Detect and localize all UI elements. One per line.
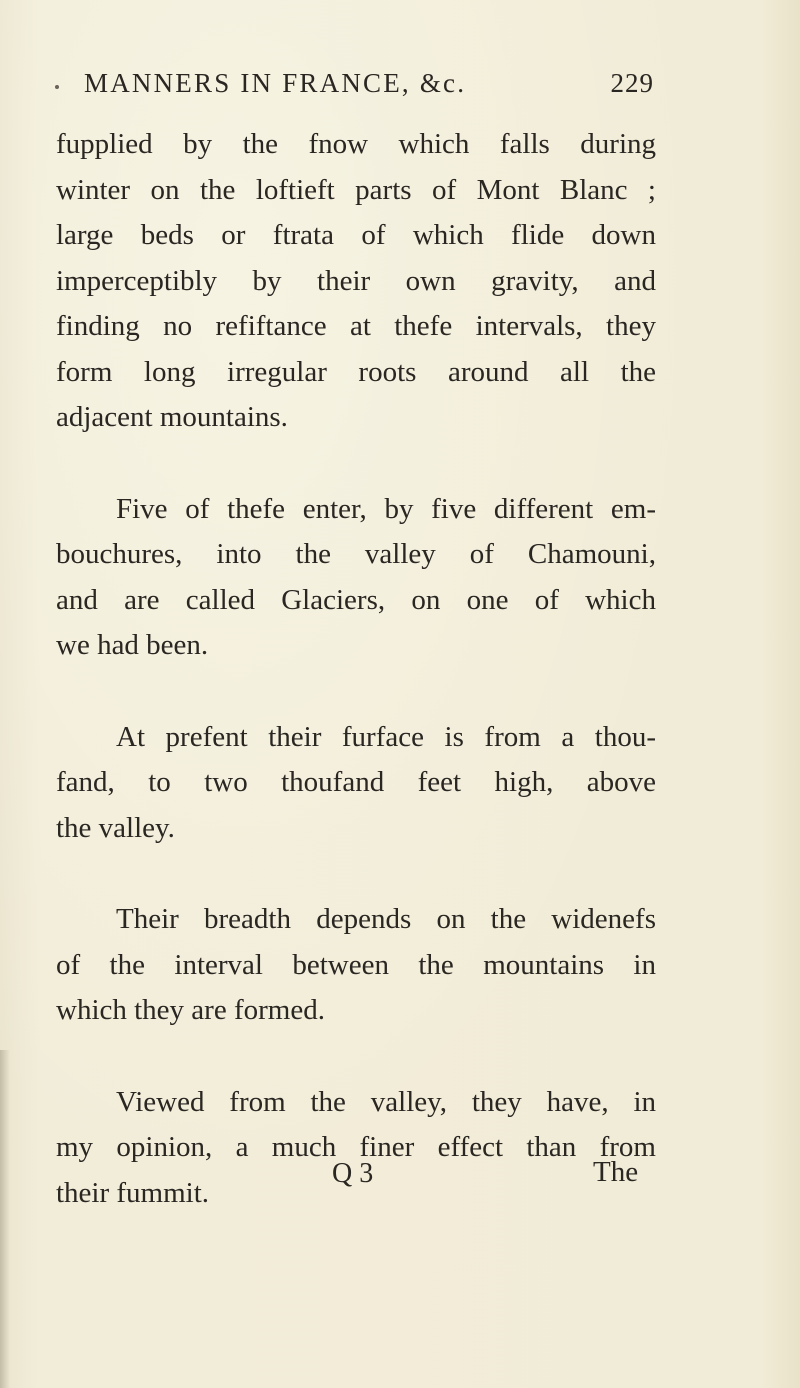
text-line: fupplied by the fnow which falls during	[56, 128, 656, 160]
text-line: At prefent their furface is from a thou-	[116, 720, 656, 753]
paragraph-2	[56, 487, 656, 669]
text-line: the valley.	[56, 811, 175, 844]
text-line: of the interval between the mountains in	[56, 948, 656, 981]
text-line: Viewed from the valley, they have, in	[116, 1085, 656, 1118]
running-head	[84, 68, 654, 108]
text-line: their fummit.	[56, 1176, 210, 1209]
text-line: and are called Glaciers, on one of which	[56, 583, 656, 616]
page-number: 229	[610, 68, 654, 98]
paragraph-3	[56, 715, 656, 852]
text-line: imperceptibly by their own gravity, and	[56, 264, 656, 297]
text-line: my opinion, a much finer effect than from	[56, 1131, 656, 1163]
running-head-title: MANNERS IN FRANCE, &c.	[84, 68, 467, 98]
text-line: adjacent mountains.	[56, 401, 288, 433]
text-line: Their breadth depends on the widenefs	[116, 903, 656, 935]
binding-shadow	[0, 1050, 10, 1388]
paragraph-4	[56, 897, 656, 1034]
text-line: bouchures, into the valley of Chamouni,	[56, 538, 656, 570]
body-text	[56, 122, 656, 1216]
text-line: finding no refiftance at thefe intervals, they	[56, 310, 656, 342]
text-line: which they are formed.	[56, 994, 325, 1026]
paragraph-1	[56, 122, 656, 441]
text-line: large beds or ftrata of which flide down	[56, 219, 656, 251]
signature-mark: Q 3	[332, 1158, 374, 1189]
text-line: winter on the loftieft parts of Mont Blanc ;	[56, 173, 656, 206]
text-line: Five of thefe enter, by five different em-	[116, 492, 656, 525]
text-line: form long irregular roots around all the	[56, 355, 656, 388]
ink-speck	[55, 85, 59, 89]
catchword: The	[593, 1156, 639, 1188]
text-line: fand, to two thoufand feet high, above	[56, 766, 656, 798]
text-line: we had been.	[56, 629, 209, 661]
paragraph-5	[56, 1080, 656, 1217]
